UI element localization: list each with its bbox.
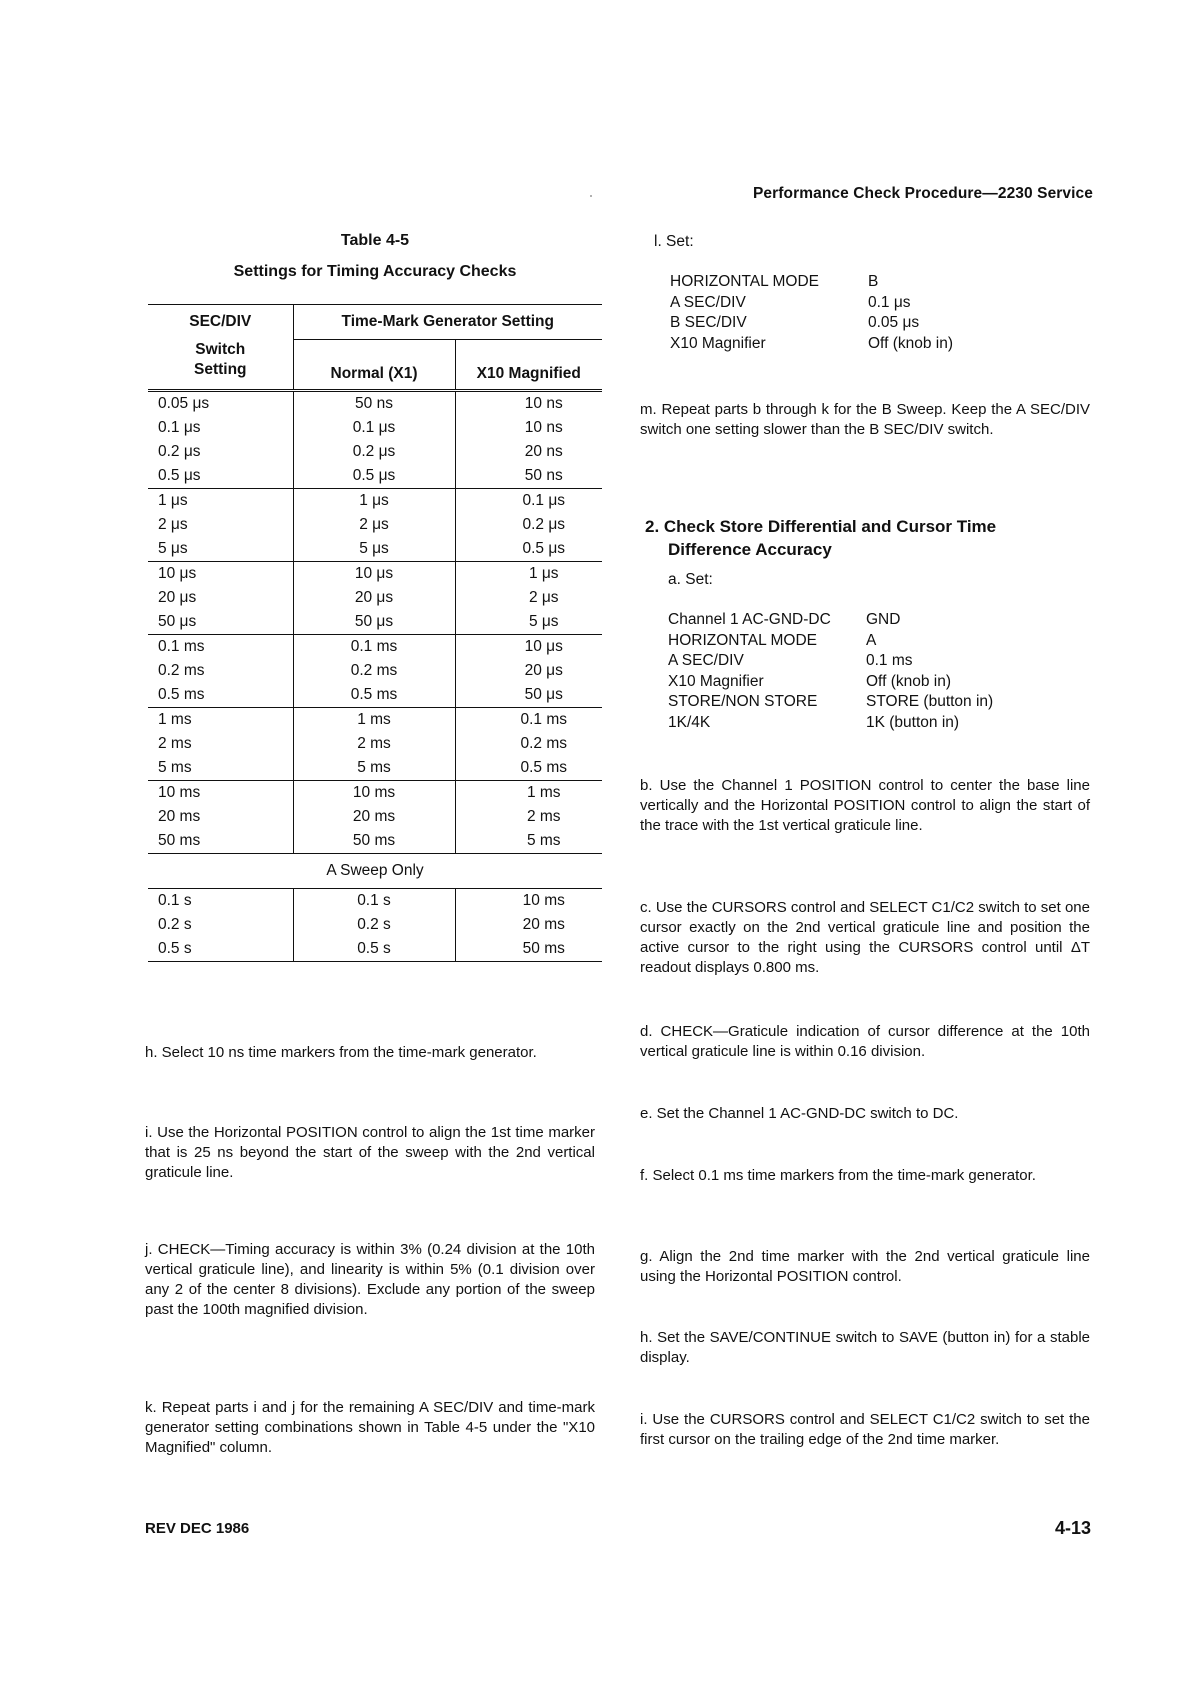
table-row bbox=[148, 659, 602, 683]
cell-secdiv: 1 μs bbox=[148, 489, 293, 513]
cell-normal: 20 ms bbox=[293, 805, 455, 829]
cell-secdiv: 5 ms bbox=[148, 756, 293, 781]
cell-x10: 20 ms bbox=[522, 916, 565, 933]
span-row bbox=[148, 854, 602, 889]
revision-date: REV DEC 1986 bbox=[145, 1520, 250, 1537]
cell-secdiv: 0.5 s bbox=[148, 937, 293, 962]
table-number: Table 4-5 bbox=[340, 232, 410, 249]
step-e: e. Set the Channel 1 AC-GND-DC switch to DC. bbox=[640, 1105, 959, 1122]
setting-row bbox=[670, 293, 953, 314]
cell-secdiv: 10 ms bbox=[148, 781, 293, 805]
cell-secdiv: 0.1 ms bbox=[148, 635, 293, 659]
cell-normal: 0.2 s bbox=[293, 913, 455, 937]
step-j: j. CHECK—Timing accuracy is within 3% (0.24 division at the 10th vertical graticule line), and linearity is within 5% (0.1 division over any 2 of the center 8 divisions). Exclude any portion of the sweep past the 100th magnified division. bbox=[145, 1241, 595, 1318]
cell-normal: 50 ms bbox=[293, 829, 455, 854]
cell-secdiv: 2 μs bbox=[148, 513, 293, 537]
cell-normal: 0.5 s bbox=[293, 937, 455, 962]
table-body bbox=[148, 391, 602, 963]
setting-row bbox=[668, 672, 993, 693]
header-normal: Normal (X1) bbox=[293, 339, 455, 391]
setting-value: B bbox=[868, 273, 879, 290]
setting-row bbox=[668, 631, 993, 652]
cell-x10: 50 ms bbox=[522, 940, 565, 957]
step2-heading-line1: 2. Check Store Differential and Cursor Time bbox=[645, 517, 997, 536]
table-row bbox=[148, 416, 602, 440]
step-h: h. Select 10 ns time markers from the time-mark generator. bbox=[145, 1044, 537, 1061]
cell-secdiv: 2 ms bbox=[148, 732, 293, 756]
cell-normal: 0.1 s bbox=[293, 889, 455, 914]
cell-normal: 2 μs bbox=[293, 513, 455, 537]
cell-normal: 0.5 μs bbox=[293, 464, 455, 489]
cell-secdiv: 0.1 μs bbox=[148, 416, 293, 440]
setting-value: Off (knob in) bbox=[866, 672, 952, 690]
cell-secdiv: 0.5 ms bbox=[148, 683, 293, 708]
header-group: Time-Mark Generator Setting bbox=[293, 305, 602, 340]
step-i-right: i. Use the CURSORS control and SELECT C1/C2 switch to set the first cursor on the trailing edge of the 2nd time marker. bbox=[640, 1411, 1090, 1448]
table-row bbox=[148, 464, 602, 489]
a-sweep-only-label: A Sweep Only bbox=[148, 854, 602, 889]
cell-secdiv: 1 ms bbox=[148, 708, 293, 732]
table-row bbox=[148, 562, 602, 586]
cell-secdiv: 0.2 μs bbox=[148, 440, 293, 464]
setting-value: 0.1 μs bbox=[868, 293, 911, 311]
setting-value: 0.1 ms bbox=[866, 652, 913, 669]
cell-secdiv: 0.05 μs bbox=[148, 392, 293, 416]
setting-value: A bbox=[866, 631, 877, 649]
cell-x10: 50 μs bbox=[524, 686, 563, 703]
cell-x10: 10 ns bbox=[524, 419, 563, 436]
step-d: d. CHECK—Graticule indication of cursor difference at the 10th vertical graticule line is within 0.16 division. bbox=[640, 1023, 1090, 1060]
cell-x10: 2 ms bbox=[526, 808, 561, 825]
cell-normal: 10 ms bbox=[293, 781, 455, 805]
setting-row bbox=[668, 651, 993, 672]
table-row bbox=[148, 708, 602, 732]
cell-normal: 0.1 μs bbox=[293, 416, 455, 440]
cell-x10: 50 ns bbox=[524, 467, 563, 484]
cell-secdiv: 50 μs bbox=[148, 610, 293, 635]
setting-key: X10 Magnifier bbox=[670, 334, 766, 352]
header-switch bbox=[148, 339, 293, 361]
cell-normal: 50 ns bbox=[293, 392, 455, 416]
settings-a bbox=[668, 610, 993, 733]
cell-x10: 10 ns bbox=[524, 395, 563, 412]
header-secdiv-line3: Setting bbox=[193, 361, 247, 378]
table-row bbox=[148, 635, 602, 659]
cell-normal: 1 μs bbox=[293, 489, 455, 513]
table-row bbox=[148, 829, 602, 854]
setting-key: A SEC/DIV bbox=[668, 652, 744, 669]
timing-table bbox=[148, 304, 602, 962]
cell-x10: 20 ns bbox=[524, 443, 563, 460]
setting-key: B SEC/DIV bbox=[670, 314, 747, 331]
cell-normal: 10 μs bbox=[293, 562, 455, 586]
cell-secdiv: 0.1 s bbox=[148, 889, 293, 914]
setting-row bbox=[668, 610, 993, 631]
setting-row bbox=[670, 313, 953, 334]
table-row bbox=[148, 392, 602, 416]
cell-normal: 1 ms bbox=[293, 708, 455, 732]
setting-key: X10 Magnifier bbox=[668, 672, 764, 690]
cell-secdiv: 20 ms bbox=[148, 805, 293, 829]
table-row bbox=[148, 913, 602, 937]
cell-normal: 50 μs bbox=[293, 610, 455, 635]
setting-value: GND bbox=[866, 611, 901, 628]
setting-row bbox=[668, 692, 993, 713]
cell-secdiv: 10 μs bbox=[148, 562, 293, 586]
step-k: k. Repeat parts i and j for the remaining A SEC/DIV and time-mark generator setting combinations shown in Table 4-5 under the "X10 Magnified" column. bbox=[145, 1399, 595, 1456]
step-i: i. Use the Horizontal POSITION control to align the 1st time marker that is 25 ns beyond the start of the sweep with the 2nd vertical graticule line. bbox=[145, 1124, 595, 1181]
cell-x10: 20 μs bbox=[524, 662, 563, 679]
setting-key: A SEC/DIV bbox=[670, 293, 746, 311]
cell-normal: 5 μs bbox=[293, 537, 455, 562]
cell-x10: 5 μs bbox=[528, 613, 559, 630]
table-row bbox=[148, 756, 602, 781]
step-m: m. Repeat parts b through k for the B Sweep. Keep the A SEC/DIV switch one setting slower than the B SEC/DIV switch. bbox=[640, 401, 1090, 438]
setting-key: Channel 1 AC-GND-DC bbox=[668, 611, 831, 628]
setting-key: STORE/NON STORE bbox=[668, 693, 818, 710]
cell-normal: 5 ms bbox=[293, 756, 455, 781]
cell-x10: 1 ms bbox=[526, 784, 561, 801]
cell-x10: 10 μs bbox=[524, 638, 563, 655]
setting-key: 1K/4K bbox=[668, 713, 711, 731]
table-row bbox=[148, 805, 602, 829]
cell-normal: 0.1 ms bbox=[293, 635, 455, 659]
setting-value: Off (knob in) bbox=[868, 334, 954, 352]
cell-x10: 10 ms bbox=[522, 892, 565, 909]
cell-x10: 2 μs bbox=[528, 589, 559, 606]
setting-row bbox=[670, 334, 953, 355]
page-number: 4-13 bbox=[1054, 1518, 1091, 1538]
setting-key: HORIZONTAL MODE bbox=[670, 273, 819, 290]
header-secdiv-line2: Switch bbox=[195, 341, 246, 358]
header-x10: X10 Magnified bbox=[455, 339, 602, 391]
cell-normal: 0.2 μs bbox=[293, 440, 455, 464]
cell-normal: 20 μs bbox=[293, 586, 455, 610]
table-row bbox=[148, 537, 602, 562]
cell-x10: 0.1 μs bbox=[522, 492, 566, 509]
page-header: Performance Check Procedure—2230 Service bbox=[752, 185, 1093, 202]
cell-secdiv: 0.2 ms bbox=[148, 659, 293, 683]
cell-x10: 0.2 ms bbox=[520, 735, 567, 752]
cell-secdiv: 0.5 μs bbox=[148, 464, 293, 489]
step-h-right: h. Set the SAVE/CONTINUE switch to SAVE (button in) for a stable display. bbox=[640, 1329, 1090, 1366]
step-c: c. Use the CURSORS control and SELECT C1/C2 switch to set one cursor exactly on the 2nd vertical graticule line and position the active cursor to the right using the CURSORS control until ΔT readout displays 0.800 ms. bbox=[640, 899, 1090, 976]
cell-secdiv: 50 ms bbox=[148, 829, 293, 854]
cell-x10: 1 μs bbox=[528, 565, 559, 582]
header-secdiv-line1: SEC/DIV bbox=[189, 313, 252, 330]
table-row bbox=[148, 937, 602, 962]
table-row bbox=[148, 586, 602, 610]
table-row bbox=[148, 440, 602, 464]
table-bottom-rule bbox=[148, 962, 602, 963]
setting-key: HORIZONTAL MODE bbox=[668, 631, 817, 649]
header-secdiv bbox=[148, 305, 293, 340]
stray-mark bbox=[590, 195, 592, 197]
table-row bbox=[148, 732, 602, 756]
setting-value: STORE (button in) bbox=[866, 693, 994, 710]
table-row bbox=[148, 683, 602, 708]
table-caption: Settings for Timing Accuracy Checks bbox=[233, 263, 517, 280]
table-row bbox=[148, 513, 602, 537]
setting-value: 0.05 μs bbox=[868, 314, 920, 331]
table-row bbox=[148, 489, 602, 513]
setting-row bbox=[668, 713, 993, 734]
cell-secdiv: 5 μs bbox=[148, 537, 293, 562]
step-a-label: a. Set: bbox=[668, 571, 713, 588]
header-setting bbox=[148, 361, 293, 391]
step2-heading-line2: Difference Accuracy bbox=[668, 540, 832, 559]
step-b: b. Use the Channel 1 POSITION control to center the base line vertically and the Horizontal POSITION control to align the start of the trace with the 1st vertical graticule line. bbox=[640, 777, 1090, 834]
cell-x10: 0.1 ms bbox=[520, 711, 567, 728]
settings-l bbox=[670, 272, 953, 354]
step-l-label: l. Set: bbox=[654, 233, 694, 250]
cell-x10: 5 ms bbox=[526, 832, 561, 849]
cell-normal: 2 ms bbox=[293, 732, 455, 756]
table-row bbox=[148, 610, 602, 635]
cell-x10: 0.5 ms bbox=[520, 759, 567, 776]
table-row bbox=[148, 781, 602, 805]
setting-row bbox=[670, 272, 953, 293]
cell-x10: 0.5 μs bbox=[522, 540, 566, 557]
cell-secdiv: 20 μs bbox=[148, 586, 293, 610]
cell-normal: 0.5 ms bbox=[293, 683, 455, 708]
step-g: g. Align the 2nd time marker with the 2nd vertical graticule line using the Horizontal POSITION control. bbox=[640, 1248, 1090, 1285]
cell-normal: 0.2 ms bbox=[293, 659, 455, 683]
setting-value: 1K (button in) bbox=[866, 713, 960, 731]
cell-secdiv: 0.2 s bbox=[148, 913, 293, 937]
cell-x10: 0.2 μs bbox=[522, 516, 566, 533]
table-row bbox=[148, 889, 602, 914]
step-f: f. Select 0.1 ms time markers from the time-mark generator. bbox=[640, 1167, 1036, 1184]
